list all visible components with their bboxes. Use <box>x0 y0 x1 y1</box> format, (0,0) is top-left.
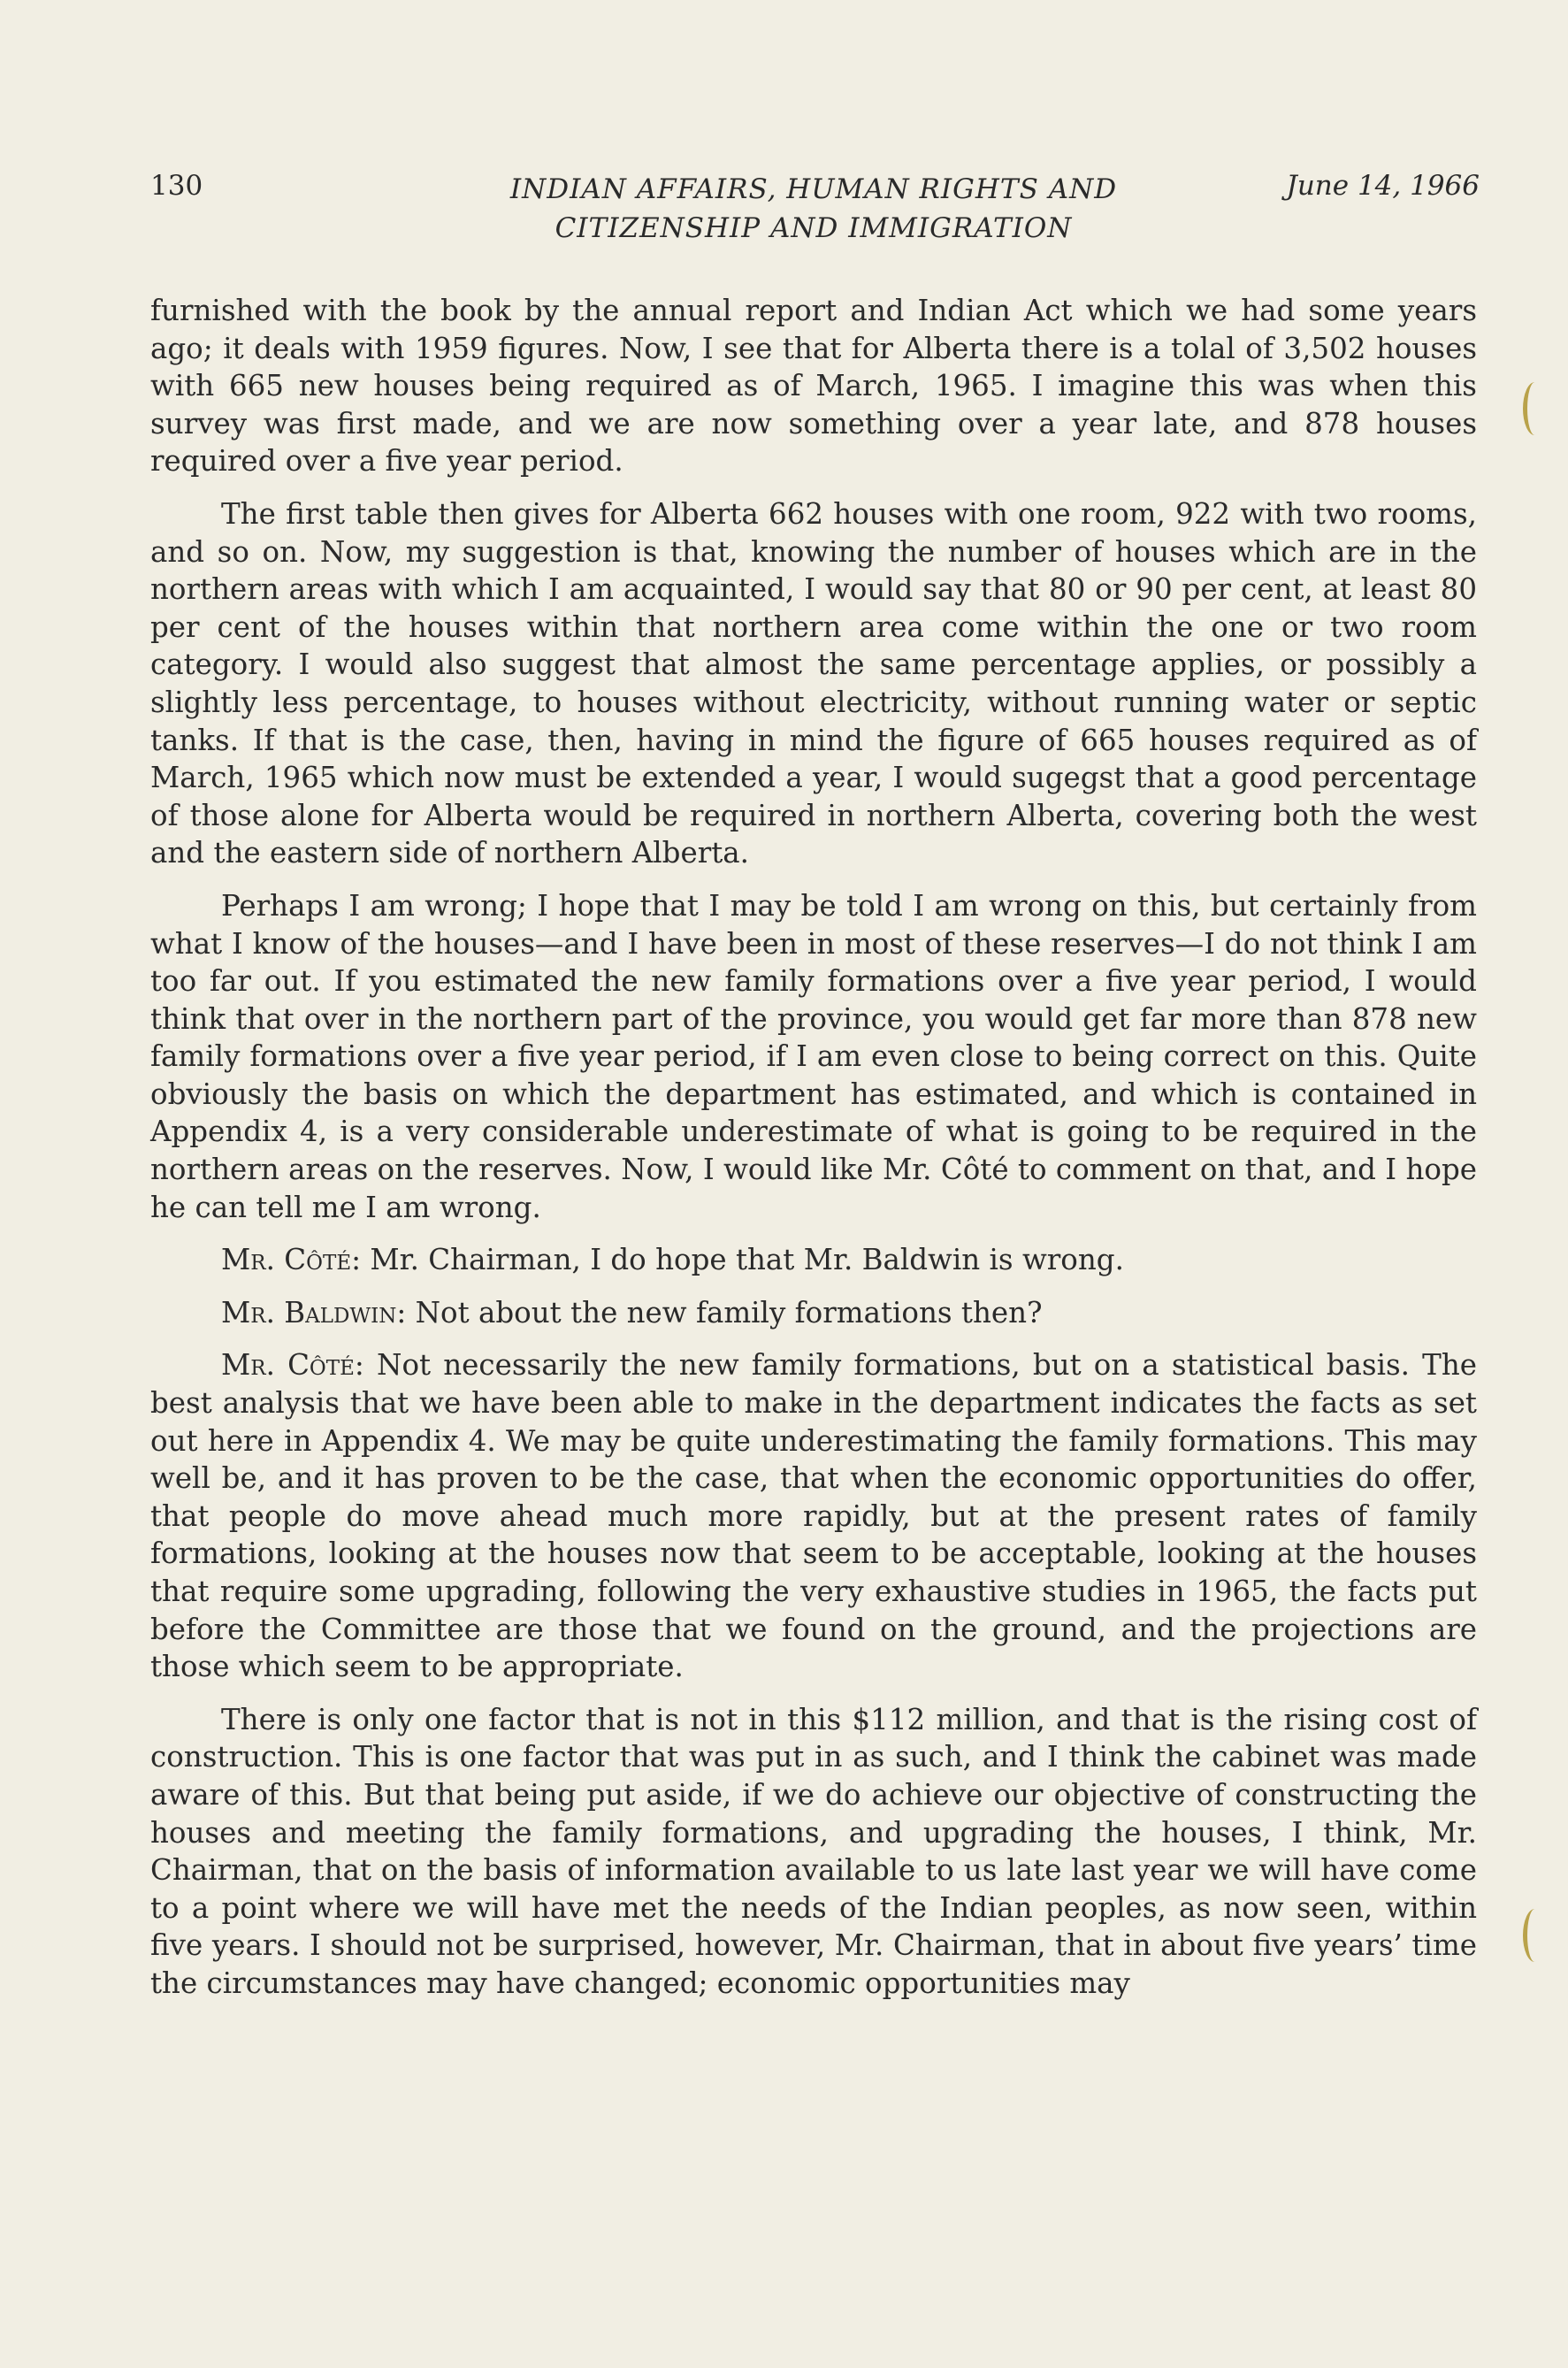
speaker-cote: Mr. Côté: <box>221 1348 364 1383</box>
title-line-2: CITIZENSHIP AND IMMIGRATION <box>555 212 1073 244</box>
paragraph-3: Perhaps I am wrong; I hope that I may be told I am wrong on this, but certainly from what I know of the houses—and I have been in most of these reserves—I do not think I am too far out. If you estimated the new family formations over a five year period, I would think that over in the northern part of the province, you would get far more than 878 new family formations over a five year period, if I am even close to being correct on this. Quite obviously the basis on which the department has estimated, and which is contained in Appendix 4, is a very considerable underestimate of what is going to be required in the northern areas on the reserves. Now, I would like Mr. Côté to comment on that, and I hope he can tell me I am wrong. <box>150 888 1477 1224</box>
page-number: 130 <box>150 170 203 202</box>
page-body <box>150 292 1477 2018</box>
speech-text: Not necessarily the new family formations, but on a statistical basis. The best analysis that we have been able to make in the department indicates the facts as set out here in Appendix 4. We may be quite underestimating the family formations. This may well be, and it has proven to be the case, that when the economic opportunities do offer, that people do move ahead much more rapidly, but at the present rates of family formations, looking at the houses now that seem to be acceptable, looking at the houses that require some upgrading, following the very exhaustive studies in 1965, the facts put before the Committee are those that we found on the ground, and the projections are those which seem to be appropriate. <box>150 1348 1477 1684</box>
title-line-1: INDIAN AFFAIRS, HUMAN RIGHTS AND <box>509 173 1118 205</box>
margin-mark <box>1523 382 1547 435</box>
page-header <box>0 170 1568 258</box>
paragraph-7: There is only one factor that is not in this $112 million, and that is the rising cost of construction. This is one factor that was put in as such, and I think the cabinet was made aware of this. But that being put aside, if we do achieve our objective of constructing the houses and meeting the family formations, and upgrading the houses, I think, Mr. Chairman, that on the basis of information available to us late last year we will have come to a point where we will have met the needs of the Indian peoples, as now seen, within five years. I should not be surprised, however, Mr. Chairman, that in about five years’ time the circumstances may have changed; economic opportunities may <box>150 1702 1477 2000</box>
speaker-cote: Mr. Côté: <box>221 1243 362 1277</box>
page-date: June 14, 1966 <box>1286 170 1480 202</box>
paragraph-4 <box>150 1241 1477 1279</box>
paragraph-2: The first table then gives for Alberta 662 houses with one room, 922 with two rooms, and so on. Now, my suggestion is that, knowing the number of houses which are in the northern areas with which I am acquainted, I would say that 80 or 90 per cent, at least 80 per cent of the houses within that northern area come within the one or two room category. I would also suggest that almost the same percentage applies, or possibly a slightly less percentage, to houses without electricity, without running water or septic tanks. If that is the case, then, having in mind the figure of 665 houses required as of March, 1965 which now must be extended a year, I would sugegst that a good percentage of those alone for Alberta would be required in northern Alberta, covering both the west and the eastern side of northern Alberta. <box>150 496 1477 870</box>
speech-text: Not about the new family formations then? <box>415 1295 1043 1330</box>
speaker-baldwin: Mr. Baldwin: <box>221 1295 407 1330</box>
paragraph-6 <box>150 1346 1477 1685</box>
paragraph-5 <box>150 1294 1477 1332</box>
running-title <box>416 170 1212 248</box>
paragraph-1: furnished with the book by the annual report and Indian Act which we had some years ago; it deals with 1959 figures. Now, I see that for Alberta there is a tolal of 3,502 houses with 665 new houses being required as of March, 1965. I imagine this was when this survey was first made, and we are now something over a year late, and 878 houses required over a five year period. <box>150 294 1477 479</box>
speech-text: Mr. Chairman, I do hope that Mr. Baldwin is wrong. <box>370 1243 1124 1277</box>
margin-mark <box>1523 1909 1547 1962</box>
